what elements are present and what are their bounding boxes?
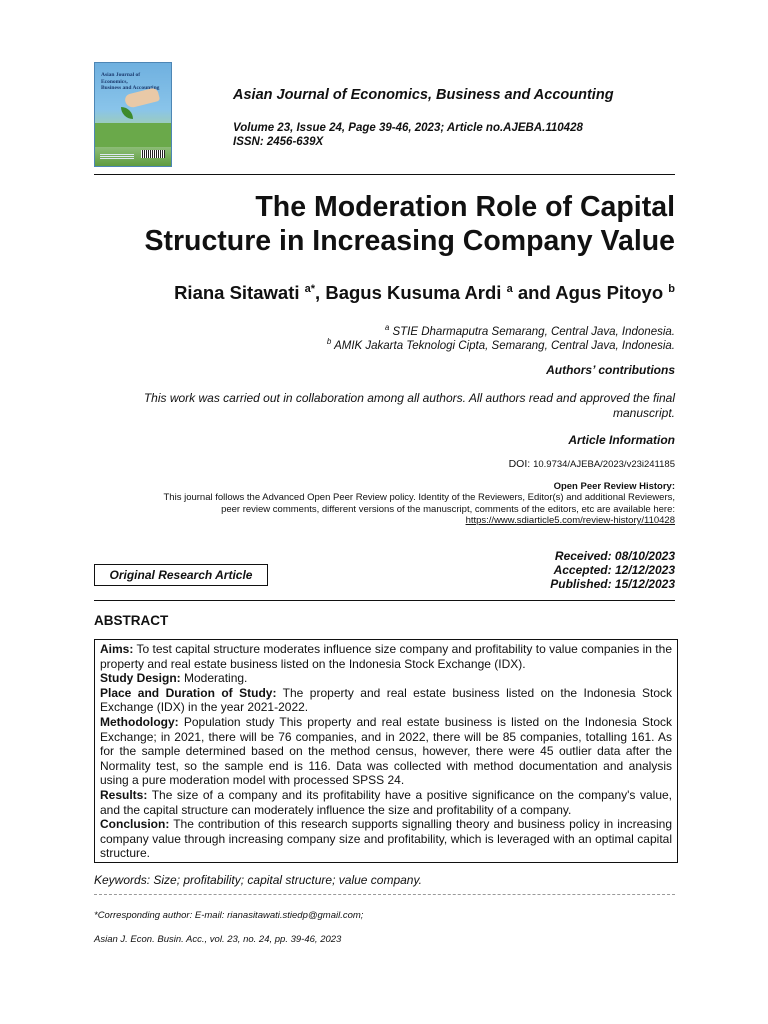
abstract-label: Study Design: — [100, 671, 181, 686]
abstract-place-duration — [100, 686, 672, 715]
cover-title-line: Business and Accounting — [101, 85, 160, 91]
contributions-text — [75, 391, 675, 421]
keywords: Keywords: Size; profitability; capital structure; value company. — [94, 873, 422, 887]
cover-title-line: Asian Journal of Economics, — [101, 72, 141, 85]
header-rule — [94, 174, 675, 175]
abstract-text: The property and real estate business listed on the Indonesia Stock Exchange (IDX) in the year 2021-2022. — [100, 685, 672, 715]
received-date: Received: 08/10/2023 — [554, 549, 675, 563]
accepted-date: Accepted: 12/12/2023 — [553, 563, 675, 577]
peer-review-heading: Open Peer Review History: — [553, 481, 675, 492]
article-title — [75, 190, 675, 258]
abstract-label: Methodology: — [100, 714, 179, 729]
peer-review-link[interactable]: https://www.sdiarticle5.com/review-history/110428 — [465, 515, 675, 526]
author-name: Riana Sitawati — [174, 282, 300, 303]
abstract-aims — [100, 642, 672, 671]
grass-illustration — [95, 123, 171, 147]
abstract-text: The contribution of this research supports signalling theory and business policy in increasing company value through increasing company size and profitability, which is leveraged with an optimal capital structure. — [100, 817, 672, 861]
abstract-text: Population study This property and real estate business is listed on the Indonesia Stock Exchange; in 2021, there will be 76 companies, and in 2022, there will be 85 companies, totalling 161. As for the sample determined based on the method census, however, there were 45 outlier data after the Normality test, so the sample end is 116. Data was collected with method documentation and analysis using a pure moderation model with processed SPSS 24. — [100, 714, 672, 788]
journal-name: Asian Journal of Economics, Business and Accounting — [233, 87, 614, 103]
abstract-text: Moderating. — [180, 671, 248, 686]
affiliation-mark: a — [384, 323, 390, 332]
abstract-heading: ABSTRACT — [94, 613, 169, 628]
affiliation-b — [75, 335, 675, 353]
doi-value[interactable]: 10.9734/AJEBA/2023/v23i241185 — [533, 459, 675, 470]
author-name: Bagus Kusuma Ardi — [325, 282, 502, 303]
peer-review-line: peer review comments, different versions of the manuscript, comments of the editors, etc are available here: — [221, 503, 675, 515]
abstract-rule — [94, 600, 675, 601]
corresponding-author: *Corresponding author: E-mail: rianasitawati.stiedp@gmail.com; — [94, 910, 364, 921]
author-separator: and — [512, 282, 556, 303]
abstract-conclusion — [100, 817, 672, 861]
affiliation-text: AMIK Jakarta Teknologi Cipta, Semarang, Central Java, Indonesia. — [331, 339, 675, 352]
abstract-box — [94, 639, 678, 863]
abstract-label: Place and Duration of Study: — [100, 685, 277, 700]
contributions-heading: Authors’ contributions — [546, 363, 675, 377]
peer-review-line: This journal follows the Advanced Open Peer Review policy. Identity of the Reviewers, Editor(s) and additional Reviewers, — [163, 492, 675, 503]
barcode-icon — [141, 150, 165, 158]
footnote-divider — [94, 894, 675, 895]
publication-dates — [550, 549, 675, 591]
abstract-label: Aims: — [100, 642, 134, 656]
citation-line: Asian J. Econ. Busin. Acc., vol. 23, no. 24, pp. 39-46, 2023 — [94, 934, 342, 945]
abstract-methodology — [100, 715, 672, 788]
doi-label: DOI: — [508, 458, 534, 470]
article-type-badge: Original Research Article — [94, 564, 268, 586]
author-mark: a — [506, 282, 513, 295]
author-list — [55, 282, 675, 304]
published-date: Published: 15/12/2023 — [550, 577, 675, 591]
issn-line: ISSN: 2456-639X — [233, 136, 324, 148]
volume-info — [233, 121, 583, 149]
abstract-text: The size of a company and its profitability have a positive significance on the company's value, and the capital structure can moderately influence the size and profitability of a company. — [100, 787, 672, 817]
article-info-heading: Article Information — [568, 433, 675, 447]
volume-line: Volume 23, Issue 24, Page 39-46, 2023; Article no.AJEBA.110428 — [233, 122, 583, 134]
contributions-line: This work was carried out in collaboration among all authors. All authors read and approved the final — [143, 391, 675, 405]
contributions-line: manuscript. — [612, 406, 675, 420]
abstract-study-design — [100, 671, 672, 686]
peer-review-text — [75, 492, 675, 527]
affiliation-mark: b — [326, 337, 332, 346]
cover-fine-print — [100, 154, 134, 160]
abstract-text: To test capital structure moderates influence size company and profitability to value companies in the property and real estate business listed on the Indonesia Stock Exchange (IDX). — [100, 642, 672, 671]
sprout-illustration — [121, 107, 133, 119]
abstract-results — [100, 788, 672, 817]
title-line: The Moderation Role of Capital — [255, 191, 675, 223]
doi-line — [509, 458, 675, 470]
author-name: Agus Pitoyo — [555, 282, 664, 303]
cover-title — [101, 72, 167, 92]
abstract-label: Conclusion: — [100, 817, 170, 832]
abstract-label: Results: — [100, 787, 148, 802]
author-mark: b — [668, 282, 675, 295]
author-mark: a* — [304, 282, 316, 295]
title-line: Structure in Increasing Company Value — [144, 225, 675, 257]
author-separator: , — [315, 282, 326, 303]
journal-cover-image — [94, 62, 172, 167]
affiliation-text: STIE Dharmaputra Semarang, Central Java, Indonesia. — [389, 325, 675, 338]
